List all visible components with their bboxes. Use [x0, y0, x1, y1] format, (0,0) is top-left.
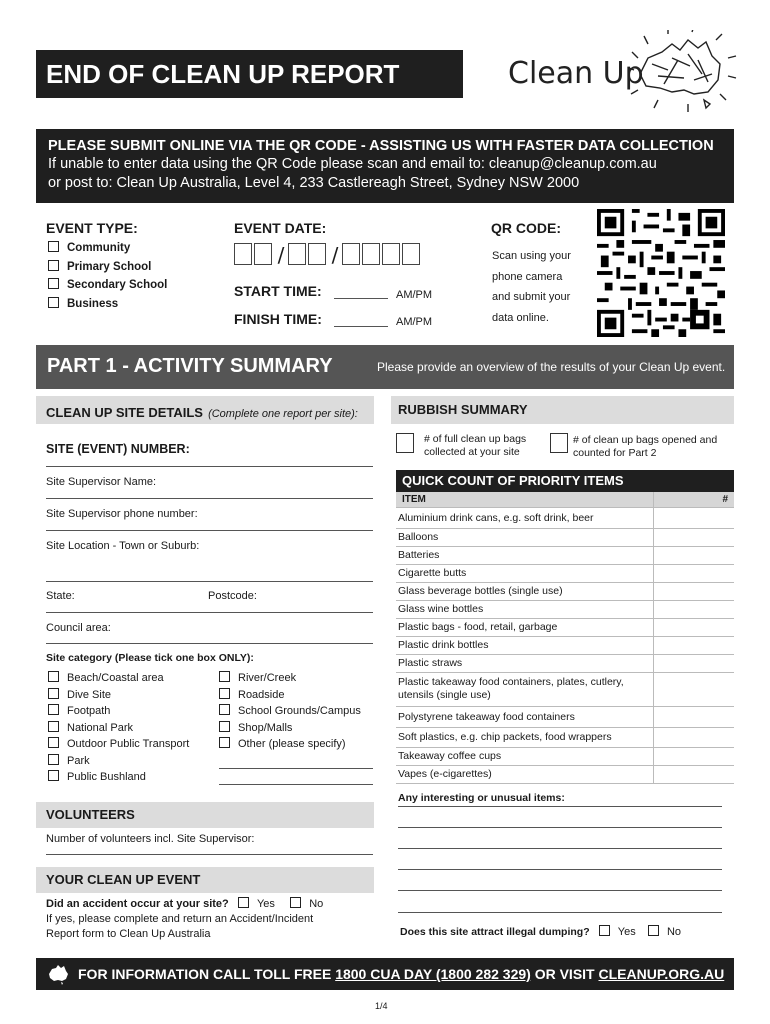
count-input[interactable]: [654, 582, 735, 600]
count-input[interactable]: [654, 672, 735, 706]
site-details-title: CLEAN UP SITE DETAILS: [46, 405, 203, 420]
category-bushland[interactable]: Public Bushland: [48, 770, 189, 787]
count-input[interactable]: [654, 706, 735, 727]
unusual-items-line[interactable]: [398, 806, 722, 807]
count-input[interactable]: [654, 564, 735, 582]
supervisor-phone-label: Site Supervisor phone number:: [46, 508, 198, 520]
event-type-options: [48, 241, 167, 315]
event-type-label: EVENT TYPE:: [46, 220, 138, 236]
post-instructions: or post to: Clean Up Australia, Level 4, 233 Castlereagh Street, Sydney NSW 2000: [48, 175, 580, 191]
supervisor-phone-input[interactable]: [46, 530, 373, 531]
location-label: Site Location - Town or Suburb:: [46, 540, 200, 552]
unusual-items-line[interactable]: [398, 827, 722, 828]
email-instructions: If unable to enter data using the QR Code please scan and email to: cleanup@cleanup.com.au: [48, 156, 657, 172]
event-type-community[interactable]: Community: [48, 241, 167, 260]
category-footpath[interactable]: Footpath: [48, 704, 189, 721]
submit-online-text: PLEASE SUBMIT ONLINE VIA THE QR CODE - ASSISTING US WITH FASTER DATA COLLECTION: [48, 138, 714, 154]
unusual-items-label: Any interesting or unusual items:: [398, 792, 565, 804]
rubbish-summary-title: RUBBISH SUMMARY: [398, 402, 528, 417]
unusual-items-line[interactable]: [398, 890, 722, 891]
full-bags-input[interactable]: [396, 433, 414, 453]
qr-code-icon[interactable]: [594, 209, 728, 337]
qr-code-label: QR CODE:: [491, 220, 561, 236]
site-details-note: (Complete one report per site):: [208, 408, 358, 420]
website-link[interactable]: CLEANUP.ORG.AU: [598, 966, 725, 982]
table-row: Plastic drink bottles: [396, 636, 734, 654]
council-input[interactable]: [46, 643, 373, 644]
council-label: Council area:: [46, 622, 111, 634]
opened-bags-label: # of clean up bags opened and counted for Part 2: [573, 434, 718, 459]
site-details-bar: [36, 396, 374, 424]
finish-ampm: AM/PM: [396, 316, 433, 328]
event-type-primary-school[interactable]: Primary School: [48, 260, 167, 279]
report-title: END OF CLEAN UP REPORT: [36, 50, 463, 98]
category-park[interactable]: Park: [48, 754, 189, 771]
count-input[interactable]: [654, 618, 735, 636]
category-beach[interactable]: Beach/Coastal area: [48, 671, 189, 688]
rubbish-summary-bar: [391, 396, 734, 424]
table-row: Plastic bags - food, retail, garbage: [396, 618, 734, 636]
category-outdoor-transport[interactable]: Outdoor Public Transport: [48, 737, 189, 754]
count-input[interactable]: [654, 747, 735, 765]
table-row: Aluminium drink cans, e.g. soft drink, beer: [396, 507, 734, 528]
site-number-input[interactable]: [46, 466, 373, 467]
part1-title: PART 1 - ACTIVITY SUMMARY: [47, 355, 333, 377]
dumping-yes-checkbox[interactable]: [599, 925, 610, 936]
footer-text: FOR INFORMATION CALL TOLL FREE 1800 CUA DAY (1800 282 329) OR VISIT CLEANUP.ORG.AU: [78, 966, 725, 982]
checkbox[interactable]: [48, 260, 59, 271]
date-digit-box[interactable]: [234, 243, 252, 265]
other-specify-input-2[interactable]: [219, 784, 373, 785]
footer-bar: [36, 958, 734, 990]
full-bags-label: # of full clean up bags collected at your site: [424, 433, 527, 458]
table-row: Balloons: [396, 528, 734, 546]
page-number: 1/4: [375, 1001, 388, 1011]
postcode-label: Postcode:: [208, 590, 257, 602]
site-category-right: [219, 671, 361, 754]
count-input[interactable]: [654, 654, 735, 672]
unusual-items-line[interactable]: [398, 912, 722, 913]
checkbox[interactable]: [48, 241, 59, 252]
date-digit-box[interactable]: [342, 243, 360, 265]
start-time-label: START TIME:: [234, 283, 322, 299]
date-slash: /: [277, 243, 285, 267]
dumping-no-checkbox[interactable]: [648, 925, 659, 936]
volunteers-bar: [36, 802, 374, 828]
table-row: Glass beverage bottles (single use): [396, 582, 734, 600]
count-input[interactable]: [654, 727, 735, 747]
location-input[interactable]: [46, 581, 373, 582]
category-river[interactable]: River/Creek: [219, 671, 361, 688]
count-input[interactable]: [654, 600, 735, 618]
category-national-park[interactable]: National Park: [48, 721, 189, 738]
date-digit-box[interactable]: [382, 243, 400, 265]
category-shop[interactable]: Shop/Malls: [219, 721, 361, 738]
col-item: ITEM: [396, 492, 654, 507]
count-input[interactable]: [654, 546, 735, 564]
event-date-field[interactable]: [234, 243, 422, 269]
supervisor-name-input[interactable]: [46, 498, 373, 499]
site-category-label: Site category (Please tick one box ONLY):: [46, 652, 254, 664]
count-input[interactable]: [654, 528, 735, 546]
site-number-label: SITE (EVENT) NUMBER:: [46, 442, 190, 456]
table-row: Plastic takeaway food containers, plates, cutlery, utensils (single use): [396, 672, 734, 706]
accident-yes-checkbox[interactable]: [238, 897, 249, 908]
start-ampm: AM/PM: [396, 289, 433, 301]
category-other[interactable]: Other (please specify): [219, 737, 361, 754]
finish-time-label: FINISH TIME:: [234, 311, 322, 327]
part1-bar: [36, 345, 734, 389]
checkbox[interactable]: [48, 297, 59, 308]
your-event-bar: [36, 867, 374, 893]
australia-map-icon: [628, 30, 738, 114]
table-header: [396, 492, 734, 507]
accident-note: If yes, please complete and return an Accident/Incident Report form to Clean Up Australia: [46, 913, 314, 940]
col-num: #: [654, 492, 735, 507]
table-row: Glass wine bottles: [396, 600, 734, 618]
supervisor-name-label: Site Supervisor Name:: [46, 476, 157, 488]
checkbox[interactable]: [48, 278, 59, 289]
table-row: Takeaway coffee cups: [396, 747, 734, 765]
opened-bags-input[interactable]: [550, 433, 568, 453]
quick-count-title: QUICK COUNT OF PRIORITY ITEMS: [396, 470, 734, 492]
event-type-secondary-school[interactable]: Secondary School: [48, 278, 167, 297]
finish-time-input[interactable]: [334, 326, 388, 327]
toll-free-number[interactable]: 1800 CUA DAY (1800 282 329): [335, 966, 531, 982]
start-time-input[interactable]: [334, 298, 388, 299]
category-school[interactable]: School Grounds/Campus: [219, 704, 361, 721]
accident-question: Did an accident occur at your site? Yes No: [46, 898, 324, 910]
logo-text: Clean Up: [508, 56, 644, 91]
volunteers-title: VOLUNTEERS: [46, 807, 135, 822]
count-input[interactable]: [654, 507, 735, 528]
site-category-left: [48, 671, 189, 787]
date-digit-box[interactable]: [254, 243, 272, 265]
other-specify-input[interactable]: [219, 768, 373, 769]
date-slash: /: [331, 243, 339, 267]
part1-subtitle: Please provide an overview of the results of your Clean Up event.: [377, 360, 726, 374]
table-row: Polystyrene takeaway food containers: [396, 706, 734, 727]
illegal-dumping-question: Does this site attract illegal dumping? Yes No: [400, 926, 682, 938]
date-digit-box[interactable]: [308, 243, 326, 265]
category-dive-site[interactable]: Dive Site: [48, 688, 189, 705]
count-input[interactable]: [654, 765, 735, 783]
submit-info-bar: [36, 129, 734, 203]
volunteers-count-label: Number of volunteers incl. Site Supervisor:: [46, 833, 255, 845]
category-roadside[interactable]: Roadside: [219, 688, 361, 705]
date-digit-box[interactable]: [402, 243, 420, 265]
accident-no-checkbox[interactable]: [290, 897, 301, 908]
state-postcode-input[interactable]: [46, 612, 373, 613]
state-label: State:: [46, 590, 75, 602]
event-type-business[interactable]: Business: [48, 297, 167, 316]
qr-instructions: Scan using your phone camera and submit your data online.: [492, 250, 571, 324]
australia-icon: [46, 962, 70, 986]
event-date-label: EVENT DATE:: [234, 220, 327, 236]
date-digit-box[interactable]: [288, 243, 306, 265]
unusual-items-line[interactable]: [398, 869, 722, 870]
count-input[interactable]: [654, 636, 735, 654]
table-row: Cigarette butts: [396, 564, 734, 582]
volunteers-count-input[interactable]: [46, 854, 373, 855]
table-row: Soft plastics, e.g. chip packets, food wrappers: [396, 727, 734, 747]
table-row: Vapes (e-cigarettes): [396, 765, 734, 783]
date-digit-box[interactable]: [362, 243, 380, 265]
your-event-title: YOUR CLEAN UP EVENT: [46, 872, 201, 887]
quick-count-table: [396, 470, 734, 784]
table-row: Plastic straws: [396, 654, 734, 672]
priority-items-table: [396, 492, 734, 784]
unusual-items-line[interactable]: [398, 848, 722, 849]
table-row: Batteries: [396, 546, 734, 564]
